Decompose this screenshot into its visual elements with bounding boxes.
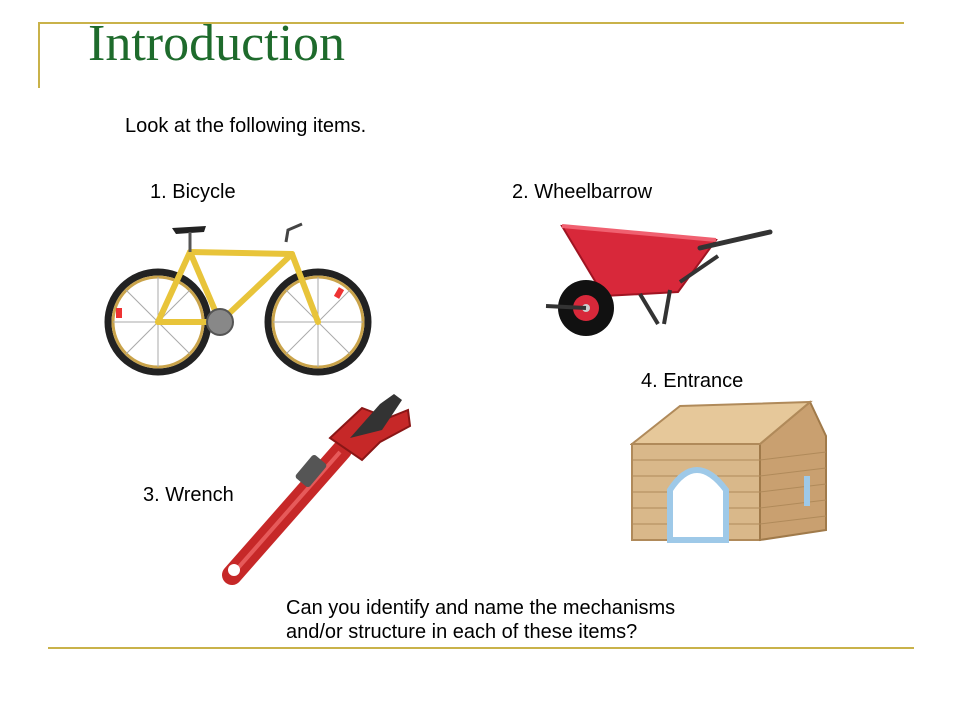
left-accent-line [38, 22, 40, 88]
item-label-bicycle: 1. Bicycle [150, 181, 236, 203]
question-text: Can you identify and name the mechanisms and/or structure in each of these items? [286, 597, 676, 643]
brick-arch-entrance-image [630, 400, 830, 546]
bicycle-image [102, 212, 374, 380]
pipe-wrench-image [212, 390, 422, 595]
intro-text: Look at the following items. [125, 115, 367, 137]
item-label-wrench: 3. Wrench [143, 484, 234, 506]
slide-title: Introduction [88, 15, 346, 72]
item-label-entrance: 4. Entrance [641, 370, 744, 392]
item-label-wheelbarrow: 2. Wheelbarrow [512, 181, 653, 203]
wheelbarrow-image [540, 212, 780, 348]
bottom-accent-line [48, 647, 914, 649]
